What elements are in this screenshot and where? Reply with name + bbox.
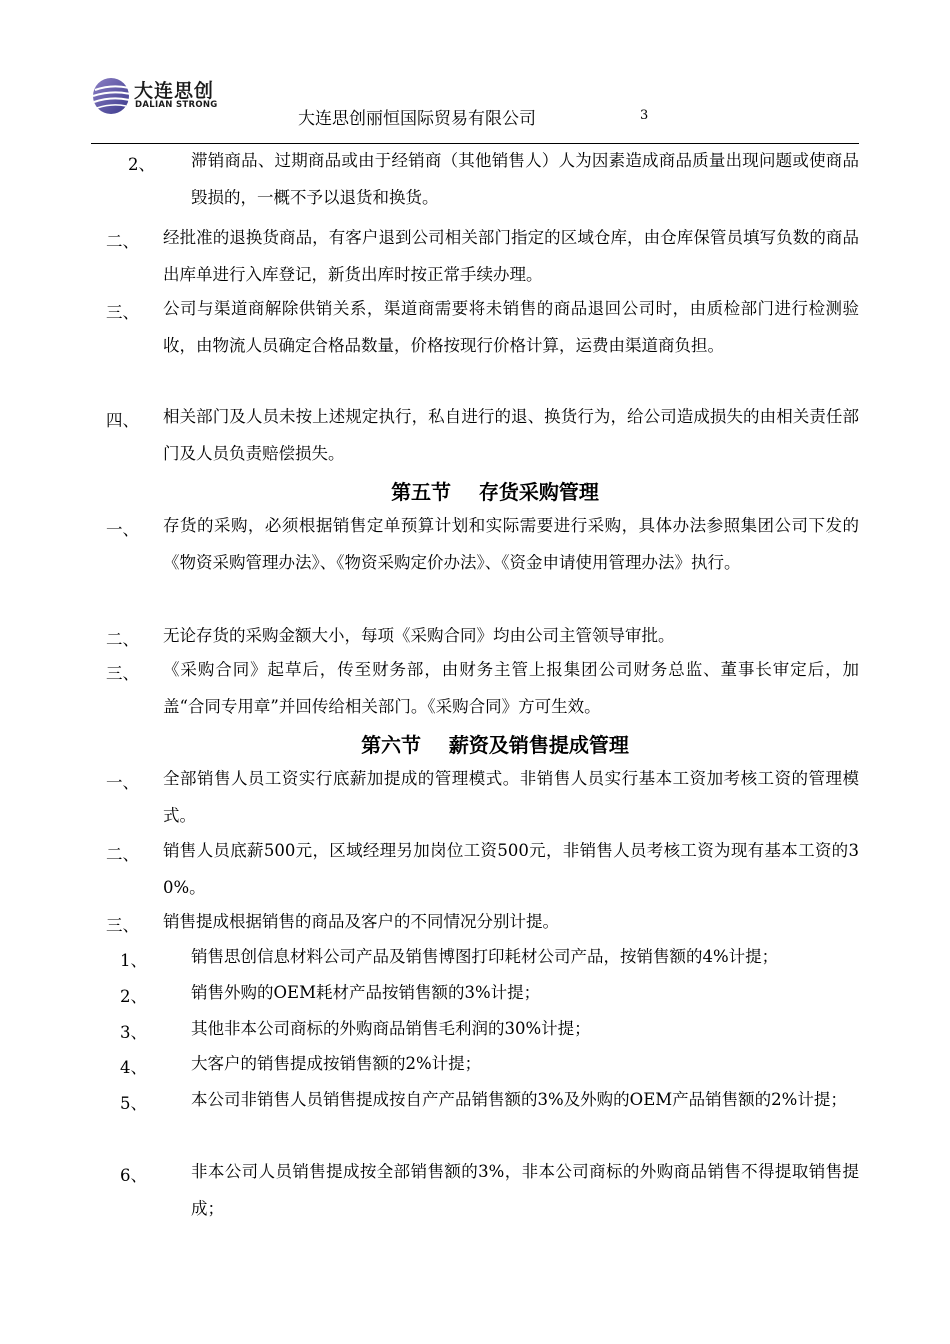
company-logo <box>92 74 232 118</box>
list-item-number: 三、 <box>106 303 139 322</box>
section-heading: 第六节 薪资及销售提成管理 <box>361 733 629 757</box>
list-item-number: 一、 <box>106 520 139 539</box>
header-company-name: 大连思创丽恒国际贸易有限公司 <box>298 109 536 129</box>
list-item-text: 经批准的退换货商品，有客户退到公司相关部门指定的区域仓库，由仓库保管员填写负数的商品出库单进行入库登记，新货出库时按正常手续办理。 <box>163 228 859 284</box>
list-item-number: 四、 <box>106 411 139 430</box>
list-item-number: 二、 <box>106 845 139 864</box>
list-item-number: 三、 <box>106 664 139 683</box>
list-item-number: 三、 <box>106 916 139 935</box>
page-number: 3 <box>640 108 649 123</box>
list-item-text: 滞销商品、过期商品或由于经销商（其他销售人）人为因素造成商品质量出现问题或使商品毁损的，一概不予以退货和换货。 <box>191 151 859 207</box>
list-item-text: 《采购合同》起草后，传至财务部，由财务主管上报集团公司财务总监、董事长审定后，加盖“合同专用章”并回传给相关部门。《采购合同》方可生效。 <box>163 660 859 716</box>
list-item-number: 二、 <box>106 630 139 649</box>
sub-list-item-number: 5、 <box>120 1094 147 1113</box>
sub-list-item-text: 本公司非销售人员销售提成按自产产品销售额的3%及外购的OEM产品销售额的2%计提； <box>191 1090 847 1109</box>
sub-list-item-text: 其他非本公司商标的外购商品销售毛利润的30%计提； <box>191 1019 591 1038</box>
list-item-text: 存货的采购，必须根据销售定单预算计划和实际需要进行采购，具体办法参照集团公司下发的《物资采购管理办法》、《物资采购定价办法》、《资金申请使用管理办法》执行。 <box>163 516 859 572</box>
list-item-text: 销售人员底薪500元，区域经理另加岗位工资500元，非销售人员考核工资为现有基本工资的30%。 <box>163 841 859 897</box>
logo-chinese-name: 大连思创 <box>134 80 215 102</box>
sub-list-item-number: 3、 <box>120 1023 147 1042</box>
sub-list-item-text: 大客户的销售提成按销售额的2%计提； <box>191 1054 482 1073</box>
section-heading: 第五节 存货采购管理 <box>391 480 599 504</box>
sub-list-item-number: 4、 <box>120 1058 147 1077</box>
logo-sphere-icon <box>92 76 132 116</box>
sub-list-item-text: 非本公司人员销售提成按全部销售额的3%，非本公司商标的外购商品销售不得提取销售提成； <box>191 1162 859 1218</box>
sub-list-item-text: 销售外购的OEM耗材产品按销售额的3%计提； <box>191 983 541 1002</box>
sub-list-item-number: 6、 <box>120 1166 147 1185</box>
sub-list-item-number: 2、 <box>120 987 147 1006</box>
sub-list-item-text: 销售思创信息材料公司产品及销售博图打印耗材公司产品，按销售额的4%计提； <box>191 947 779 966</box>
list-item-number: 二、 <box>106 232 139 251</box>
list-item-number: 一、 <box>106 773 139 792</box>
sub-list-item-number: 1、 <box>120 951 147 970</box>
list-item-text: 相关部门及人员未按上述规定执行，私自进行的退、换货行为，给公司造成损失的由相关责任部门及人员负责赔偿损失。 <box>163 407 859 463</box>
logo-english-name: DALIAN STRONG <box>135 100 218 110</box>
list-item-number: 2、 <box>128 155 155 174</box>
list-item-text: 无论存货的采购金额大小，每项《采购合同》均由公司主管领导审批。 <box>163 626 675 645</box>
list-item-text: 公司与渠道商解除供销关系，渠道商需要将未销售的商品退回公司时，由质检部门进行检测验收，由物流人员确定合格品数量，价格按现行价格计算，运费由渠道商负担。 <box>163 299 859 355</box>
list-item-text: 销售提成根据销售的商品及客户的不同情况分别计提。 <box>163 912 559 931</box>
list-item-text: 全部销售人员工资实行底薪加提成的管理模式。非销售人员实行基本工资加考核工资的管理模式。 <box>163 769 859 825</box>
